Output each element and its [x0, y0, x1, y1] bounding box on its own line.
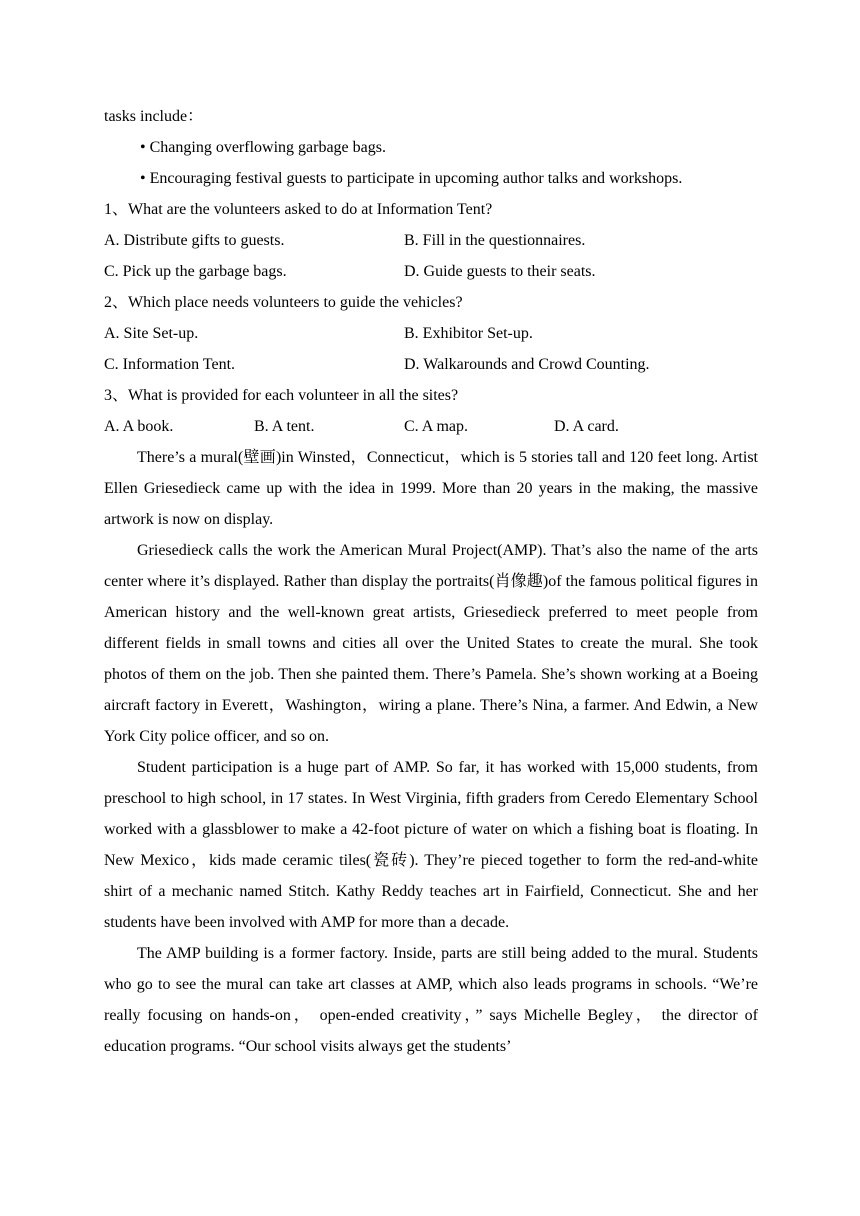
- option-c: C. Pick up the garbage bags.: [104, 263, 287, 280]
- question-3: [104, 380, 758, 442]
- option-d: D. A card.: [554, 418, 619, 435]
- option-d: D. Guide guests to their seats.: [404, 263, 596, 280]
- document-page: [104, 101, 758, 1062]
- question-stem: 1、What are the volunteers asked to do at Information Tent?: [104, 201, 493, 218]
- option-row: [104, 411, 758, 442]
- option-row: [104, 318, 758, 349]
- question-stem: 2、Which place needs volunteers to guide the vehicles?: [104, 294, 463, 311]
- bullet-item: • Encouraging festival guests to participate in upcoming author talks and workshops.: [140, 170, 683, 187]
- option-row: [104, 225, 758, 256]
- passage-paragraph: The AMP building is a former factory. Inside, parts are still being added to the mural. Students who go to see the mural can take art classes at AMP, which also leads programs in schools. “We’re really focusing on hands-on， open-ended creativity，” says Michelle Begley， the director of education programs. “Our school visits always get the students’: [104, 945, 758, 1055]
- passage-paragraph: Griesedieck calls the work the American Mural Project(AMP). That’s also the name of the arts center where it’s displayed. Rather than display the portraits(肖像趣)of the famous political figures in American history and the well-known great artists, Griesedieck preferred to meet people from different fields in small towns and cities all over the United States to create the mural. She took photos of them on the job. Then she painted them. There’s Pamela. She’s shown working at a Boeing aircraft factory in Everett，Washington，wiring a plane. There’s Nina, a farmer. And Edwin, a New York City police officer, and so on.: [104, 542, 758, 745]
- bullet-item: • Changing overflowing garbage bags.: [140, 139, 386, 156]
- question-1: [104, 194, 758, 287]
- option-b: B. A tent.: [254, 418, 315, 435]
- option-a: A. A book.: [104, 418, 174, 435]
- option-a: A. Site Set-up.: [104, 325, 199, 342]
- option-b: B. Fill in the questionnaires.: [404, 232, 586, 249]
- passage-paragraph: There’s a mural(壁画)in Winsted，Connecticut，which is 5 stories tall and 120 feet long. Artist Ellen Griesedieck came up with the idea in 1999. More than 20 years in the making, the massive artwork is now on display.: [104, 449, 758, 528]
- option-row: [104, 256, 758, 287]
- question-2: [104, 287, 758, 380]
- option-a: A. Distribute gifts to guests.: [104, 232, 285, 249]
- option-c: C. Information Tent.: [104, 356, 236, 373]
- continued-intro: tasks include：: [104, 108, 204, 125]
- option-b: B. Exhibitor Set-up.: [404, 325, 533, 342]
- question-stem: 3、What is provided for each volunteer in all the sites?: [104, 387, 459, 404]
- option-d: D. Walkarounds and Crowd Counting.: [404, 356, 650, 373]
- option-c: C. A map.: [404, 418, 469, 435]
- passage-paragraph: Student participation is a huge part of AMP. So far, it has worked with 15,000 students, from preschool to high school, in 17 states. In West Virginia, fifth graders from Ceredo Elementary School worked with a glassblower to make a 42-foot picture of water on which a fishing boat is floating. In New Mexico，kids made ceramic tiles(瓷砖). They’re pieced together to form the red-and-white shirt of a mechanic named Stitch. Kathy Reddy teaches art in Fairfield, Connecticut. She and her students have been involved with AMP for more than a decade.: [104, 759, 758, 931]
- option-row: [104, 349, 758, 380]
